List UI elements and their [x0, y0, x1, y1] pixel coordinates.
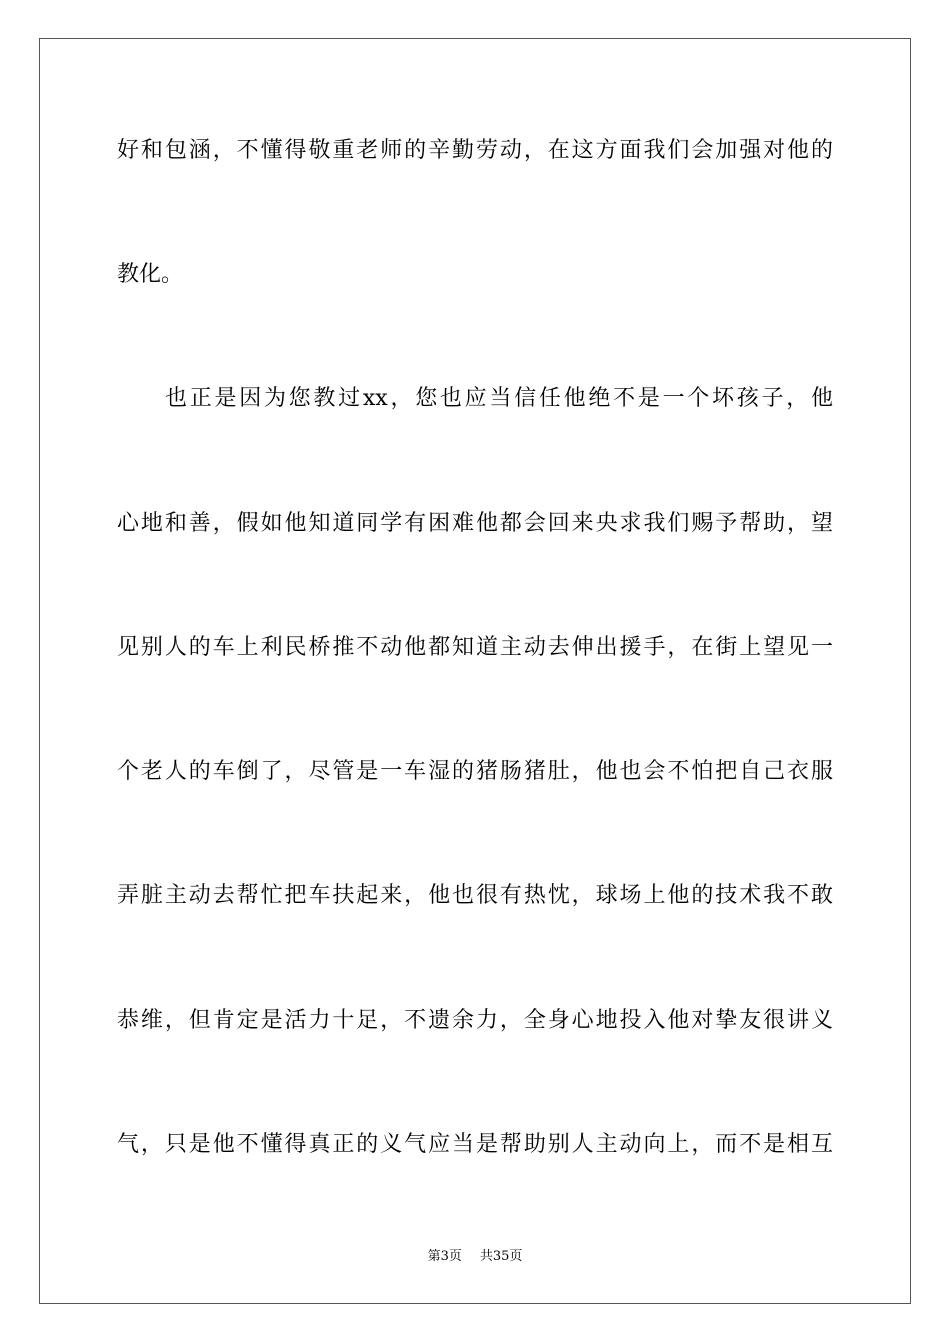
- body-text-line-7: 弄脏主动去帮忙把车扶起来，他也很有热忱，球场上他的技术我不敢: [117, 883, 833, 908]
- page-total: 共35页: [479, 1249, 523, 1264]
- body-text-line-2: 教化。: [117, 262, 184, 287]
- page-border: [39, 38, 911, 1304]
- page-footer: [0, 1248, 950, 1266]
- page-number: 第3页: [427, 1249, 462, 1264]
- body-text-line-6: 个老人的车倒了，尽管是一车湿的猪肠猪肚，他也会不怕把自己衣服: [117, 759, 833, 784]
- body-text-line-8: 恭维，但肯定是活力十足，不遗余力，全身心地投入他对挚友很讲义: [117, 1008, 833, 1033]
- body-text-line-1: 好和包涵，不懂得敬重老师的辛勤劳动，在这方面我们会加强对他的: [117, 138, 833, 163]
- body-text-line-3: 也正是因为您教过xx，您也应当信任他绝不是一个坏孩子，他: [165, 386, 833, 411]
- body-text-line-4: 心地和善，假如他知道同学有困难他都会回来央求我们赐予帮助，望: [117, 511, 833, 536]
- body-text-line-5: 见别人的车上利民桥推不动他都知道主动去伸出援手，在街上望见一: [117, 635, 833, 660]
- body-text-line-9: 气，只是他不懂得真正的义气应当是帮助别人主动向上，而不是相互: [117, 1132, 833, 1157]
